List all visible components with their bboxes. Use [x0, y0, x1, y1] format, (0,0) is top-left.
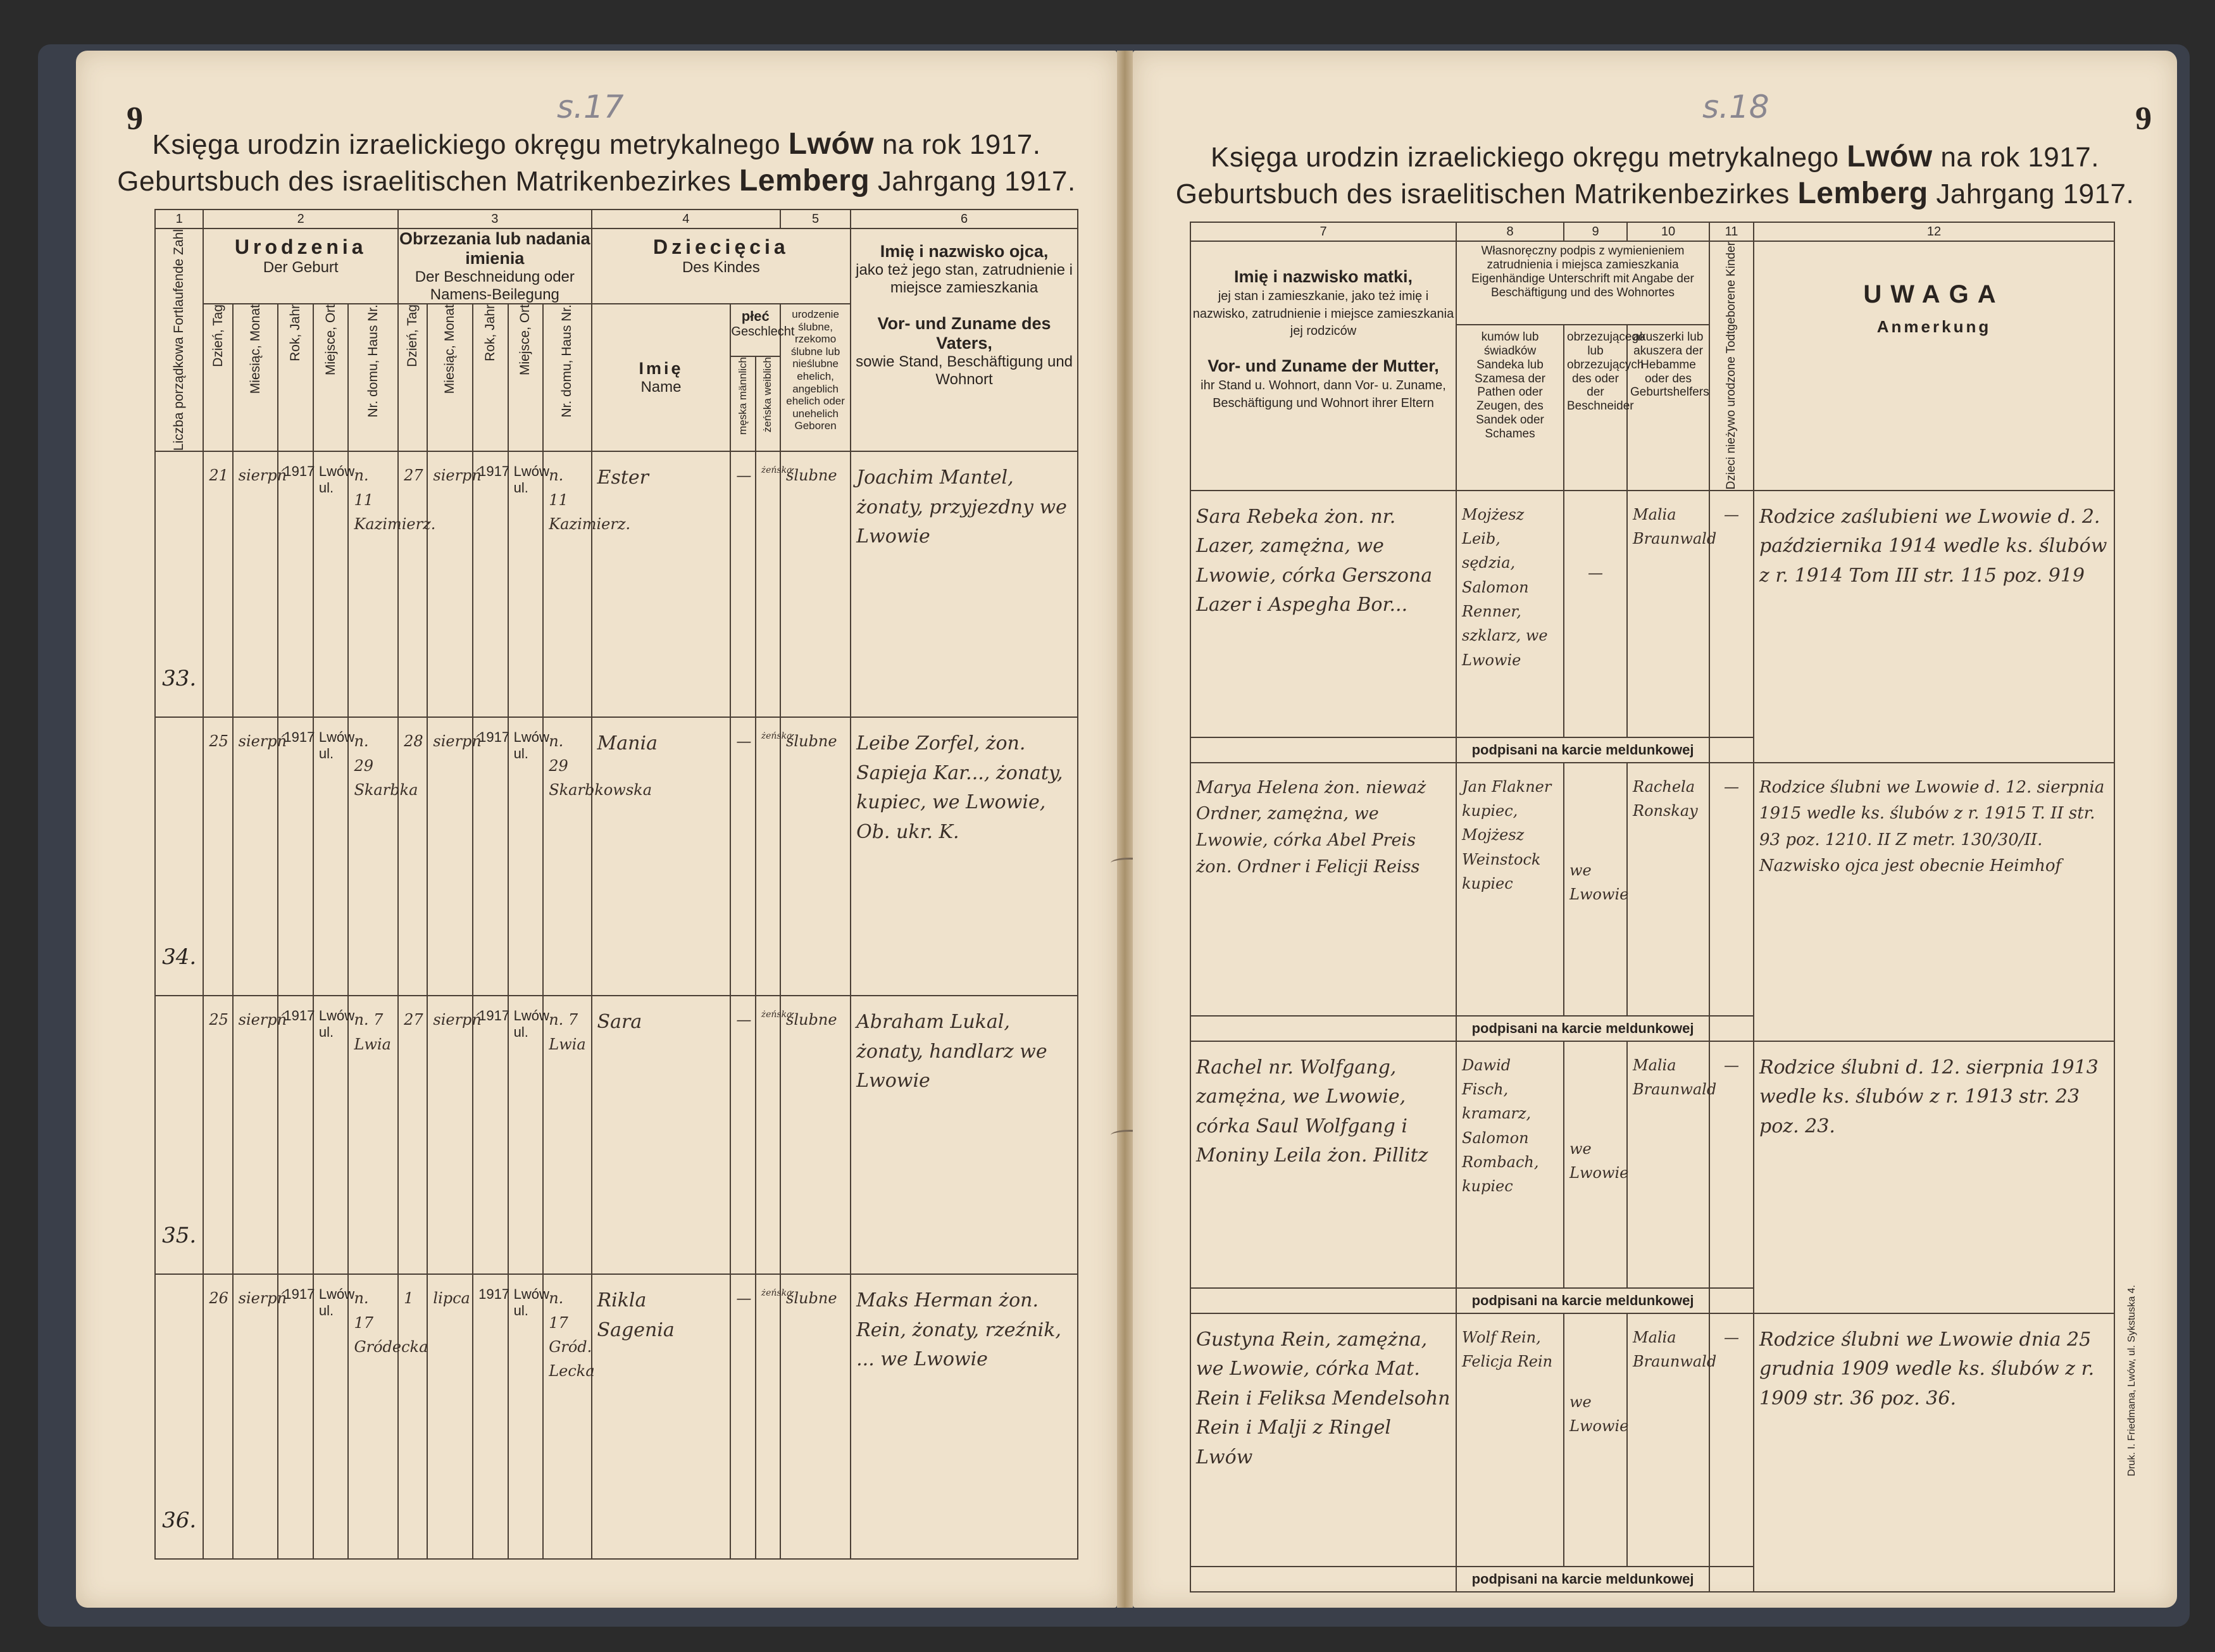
circ-month: lipca — [427, 1274, 473, 1559]
header-circumcision — [398, 228, 591, 304]
witness: Dawid Fisch, kramarz, Salomon Rombach, kupiec — [1456, 1041, 1564, 1288]
title-text: Jahrgang 1917. — [870, 166, 1076, 197]
h-day: Dzień, Tag — [210, 304, 225, 368]
header-child — [592, 228, 851, 304]
h-male — [730, 356, 755, 451]
left-pencil-note: s.17 — [557, 89, 624, 125]
table-row — [1190, 1041, 2114, 1288]
right-page-number: 9 — [2135, 101, 2152, 137]
right-pencil-note: s.18 — [1702, 89, 1769, 125]
left-page — [76, 51, 1117, 1608]
header-birth — [203, 228, 398, 304]
column-number-row — [155, 210, 1078, 228]
circ-day: 27 — [398, 996, 427, 1274]
h-bday — [203, 304, 232, 451]
col-num: 5 — [780, 210, 851, 228]
mohel: — — [1564, 491, 1627, 737]
circ-month: sierpń — [427, 717, 473, 996]
left-page-number: 9 — [127, 101, 143, 137]
title-city: Lwów — [1847, 140, 1933, 173]
child-name: Ester — [592, 451, 731, 717]
col-num: 7 — [1190, 222, 1456, 241]
h-month: Miesiąc, Monat — [247, 304, 263, 394]
title-city: Lemberg — [739, 164, 870, 197]
circ-month: sierpń — [427, 996, 473, 1274]
birth-house: n. 29 Skarbka — [348, 717, 398, 996]
circ-year: 1917 — [473, 717, 508, 996]
legitimacy: ślubne — [780, 717, 851, 996]
row-number: 35. — [155, 996, 203, 1274]
legitimacy: ślubne — [780, 996, 851, 1274]
title-city: Lemberg — [1797, 177, 1928, 210]
birth-house: n. 11 Kazimierz. — [348, 451, 398, 717]
table-row — [155, 451, 1078, 717]
mother: Marya Helena żon. nieważ Ordner, zamężna, we Lwowie, córka Abel Preis żon. Ordner i Felicji Reiss — [1190, 763, 1456, 1016]
stillborn: — — [1709, 1313, 1754, 1567]
birth-month: sierpń — [233, 1274, 278, 1559]
column-number-row — [1190, 222, 2114, 241]
sex-female: żeńska — [756, 717, 780, 996]
header-remarks — [1754, 241, 2114, 491]
father: Abraham Lukal, żonaty, handlarz we Lwowie — [851, 996, 1078, 1274]
circ-day: 27 — [398, 451, 427, 717]
mohel: we Lwowie — [1564, 763, 1627, 1016]
h-female-text: żeńska weiblich — [761, 357, 774, 433]
birth-day: 25 — [203, 717, 232, 996]
circ-day: 1 — [398, 1274, 427, 1559]
signed-on-card-label: podpisani na karcie meldunkowej — [1456, 1567, 1709, 1592]
header-father — [851, 228, 1078, 451]
left-title-de — [76, 163, 1117, 198]
birth-place: Lwów ul. — [313, 717, 349, 996]
left-register-table — [154, 209, 1078, 1560]
father: Maks Herman żon. Rein, żonaty, rzeźnik, ... we Lwowie — [851, 1274, 1078, 1559]
book-gutter — [1117, 51, 1133, 1608]
witness: Jan Flakner kupiec, Mojżesz Weinstock kupiec — [1456, 763, 1564, 1016]
header-ordinal — [155, 228, 203, 451]
blank-cell — [1190, 1016, 1456, 1041]
witness: Mojżesz Leib, sędzia, Salomon Renner, szklarz, we Lwowie — [1456, 491, 1564, 737]
midwife: Malia Braunwald — [1627, 491, 1709, 737]
h-house: Nr. domu, Haus Nr. — [559, 304, 575, 418]
stillborn: — — [1709, 1041, 1754, 1288]
child-name: Rikla Sagenia — [592, 1274, 731, 1559]
circ-place: Lwów ul. — [508, 717, 544, 996]
h-place: Miejsce, Ort — [518, 304, 533, 376]
witness: Wolf Rein, Felicja Rein — [1456, 1313, 1564, 1567]
header-midwife: akuszerki lub akuszera der Hebamme oder des Geburtshelfers — [1627, 325, 1709, 490]
blank-cell — [1709, 1288, 1754, 1313]
blank-cell — [1190, 1567, 1456, 1592]
header-stillborn — [1709, 241, 1754, 491]
sex-male: — — [730, 717, 755, 996]
midwife: Rachela Ronskay — [1627, 763, 1709, 1016]
table-row — [155, 1274, 1078, 1559]
blank-cell — [1709, 1567, 1754, 1592]
header-stillborn-text: Dzieci nieżywo urodzone Todtgeborene Kinder — [1725, 242, 1738, 490]
col-num: 8 — [1456, 222, 1564, 241]
header-mother-de2: ihr Stand u. Wohnort, dann Vor- u. Zuname, Beschäftigung und Wohnort ihrer Eltern — [1201, 379, 1446, 411]
header-mother-pl: Imię i nazwisko matki, — [1233, 267, 1413, 286]
header-father-de: Vor- und Zuname des Vaters, — [877, 313, 1051, 353]
birth-day: 26 — [203, 1274, 232, 1559]
h-name-de: Name — [640, 379, 682, 396]
printer-imprint: Druk. I. Friedmana, Lwów, ul. Sykstuska 4. — [2126, 1285, 2137, 1477]
col-num: 1 — [155, 210, 203, 228]
circ-month: sierpń — [427, 451, 473, 717]
birth-place: Lwów ul. — [313, 1274, 349, 1559]
circ-house: n. 11 Kazimierz. — [543, 451, 591, 717]
col-num: 12 — [1754, 222, 2114, 241]
signed-on-card-label: podpisani na karcie meldunkowej — [1456, 1288, 1709, 1313]
header-mohel: obrzezującego lub obrzezujących des oder der Beschneider — [1564, 325, 1627, 490]
father: Joachim Mantel, żonaty, przyjezdny we Lwowie — [851, 451, 1078, 717]
birth-month: sierpń — [233, 996, 278, 1274]
signed-on-card-label: podpisani na karcie meldunkowej — [1456, 1016, 1709, 1041]
sex-male: — — [730, 1274, 755, 1559]
blank-cell — [1709, 1016, 1754, 1041]
child-name: Mania — [592, 717, 731, 996]
h-name — [592, 304, 731, 451]
birth-house: n. 7 Lwia — [348, 996, 398, 1274]
birth-year: 1917 — [278, 996, 313, 1274]
row-number: 36. — [155, 1274, 203, 1559]
birth-house: n. 17 Gródecka — [348, 1274, 398, 1559]
blank-cell — [1709, 737, 1754, 763]
mother: Rachel nr. Wolfgang, zamężna, we Lwowie, córka Saul Wolfgang i Moniny Leila żon. Pillitz — [1190, 1041, 1456, 1288]
remark: Rodzice zaślubieni we Lwowie d. 2. października 1914 wedle ks. ślubów z r. 1914 Tom III str. 115 poz. 919 — [1754, 491, 2114, 763]
h-house: Nr. domu, Haus Nr. — [365, 304, 380, 418]
blank-cell — [1190, 737, 1456, 763]
col-num: 9 — [1564, 222, 1627, 241]
sex-female: żeńska — [756, 996, 780, 1274]
table-row — [155, 996, 1078, 1274]
right-register-table — [1190, 222, 2115, 1593]
circ-place: Lwów ul. — [508, 996, 544, 1274]
midwife: Malia Braunwald — [1627, 1041, 1709, 1288]
h-year: Rok, Jahr — [482, 304, 497, 362]
h-legit: urodzenie ślubne, rzekomo ślubne lub nieślubne ehelich, angeblich ehelich oder unehelich Geboren — [780, 304, 851, 451]
child-name: Sara — [592, 996, 731, 1274]
h-bhouse — [348, 304, 398, 451]
circ-place: Lwów ul. — [508, 1274, 544, 1559]
sex-male: — — [730, 996, 755, 1274]
h-day: Dzień, Tag — [405, 304, 420, 368]
header-mother-pl2: jej stan i zamieszkanie, jako też imię i nazwisko, zatrudnienie i miejsce zamieszkania jej rodziców — [1192, 289, 1454, 339]
birth-year: 1917 — [278, 451, 313, 717]
circ-house: n. 17 Gród. Lecka — [543, 1274, 591, 1559]
h-cplace — [508, 304, 544, 451]
table-row — [1190, 491, 2114, 737]
h-sex-pl: płeć — [741, 308, 770, 325]
title-city: Lwów — [788, 127, 875, 161]
birth-year: 1917 — [278, 717, 313, 996]
header-signatures: Własnoręczny podpis z wymienieniem zatrudnienia i miejsca zamieszkania Eigenhändige Unterschrift mit Angabe der Beschäftigung und des Wohnortes — [1456, 241, 1709, 325]
h-name-pl: Imię — [639, 359, 683, 379]
mohel: we Lwowie — [1564, 1041, 1627, 1288]
header-row-1 — [155, 228, 1078, 304]
header-remarks-de: Anmerkung — [1876, 317, 1992, 336]
signed-on-card-label: podpisani na karcie meldunkowej — [1456, 737, 1709, 763]
birth-day: 25 — [203, 996, 232, 1274]
circ-place: Lwów ul. — [508, 451, 544, 717]
remark: Rodzice ślubni we Lwowie d. 12. sierpnia 1915 wedle ks. ślubów z r. 1915 T. II str. 93 poz. 1210. II Z metr. 130/30/II. Nazwisko ojca jest obecnie Heimhof — [1754, 763, 2114, 1041]
midwife: Malia Braunwald — [1627, 1313, 1709, 1567]
h-female — [756, 356, 780, 451]
header-mother-de: Vor- und Zuname der Mutter, — [1207, 356, 1439, 376]
title-text: Geburtsbuch des israelitischen Matrikenbezirkes — [117, 166, 739, 197]
header-father-de2: sowie Stand, Beschäftigung und Wohnort — [856, 353, 1073, 388]
row-number: 33. — [155, 451, 203, 717]
remark: Rodzice ślubni d. 12. sierpnia 1913 wedle ks. ślubów z r. 1913 str. 23 poz. 23. — [1754, 1041, 2114, 1313]
sex-female: żeńska — [756, 1274, 780, 1559]
col-num: 6 — [851, 210, 1078, 228]
h-month: Miesiąc, Monat — [442, 304, 458, 394]
title-text: Księga urodzin izraelickiego okręgu metrykalnego — [152, 129, 789, 160]
h-byear — [278, 304, 313, 451]
sex-male: — — [730, 451, 755, 717]
col-num: 4 — [592, 210, 781, 228]
title-text: na rok 1917. — [874, 129, 1041, 160]
header-witness: kumów lub świadków Sandeka lub Szamesa der Pathen oder Zeugen, des Sandek oder Schames — [1456, 325, 1564, 490]
h-place: Miejsce, Ort — [323, 304, 338, 376]
header-child-de: Des Kindes — [682, 258, 760, 276]
title-text: Geburtsbuch des israelitischen Matrikenbezirkes — [1175, 178, 1798, 210]
right-title-de — [1133, 176, 2177, 211]
legitimacy: ślubne — [780, 451, 851, 717]
mother: Gustyna Rein, zamężna, we Lwowie, córka Mat. Rein i Feliksa Mendelsohn Rein i Malji z Ringel Lwów — [1190, 1313, 1456, 1567]
col-num: 10 — [1627, 222, 1709, 241]
header-father-pl2: jako też jego stan, zatrudnienie i miejsce zamieszkania — [856, 261, 1073, 296]
stillborn: — — [1709, 763, 1754, 1016]
h-sex — [730, 304, 795, 356]
birth-day: 21 — [203, 451, 232, 717]
circ-house: n. 29 Skarbkowska — [543, 717, 591, 996]
header-father-pl: Imię i nazwisko ojca, — [880, 242, 1049, 261]
h-bmonth — [233, 304, 278, 451]
title-text: na rok 1917. — [1932, 142, 2099, 173]
left-title-pl — [76, 127, 1117, 161]
header-mother — [1190, 241, 1456, 491]
birth-place: Lwów ul. — [313, 451, 349, 717]
header-circ-de: Der Beschneidung oder Namens-Beilegung — [415, 268, 575, 303]
table-row — [1190, 1313, 2114, 1567]
header-remarks-pl: UWAGA — [1863, 280, 2005, 308]
birth-month: sierpń — [233, 717, 278, 996]
h-year: Rok, Jahr — [288, 304, 303, 362]
h-cday — [398, 304, 427, 451]
blank-cell — [1190, 1288, 1456, 1313]
title-text: Księga urodzin izraelickiego okręgu metrykalnego — [1211, 142, 1847, 173]
circ-year: 1917 — [473, 1274, 508, 1559]
h-sex-de: Geschlecht — [731, 325, 795, 339]
birth-month: sierpń — [233, 451, 278, 717]
birth-year: 1917 — [278, 1274, 313, 1559]
circ-day: 28 — [398, 717, 427, 996]
h-male-text: męska männlich — [737, 357, 749, 435]
birth-place: Lwów ul. — [313, 996, 349, 1274]
row-number: 34. — [155, 717, 203, 996]
right-title-pl — [1133, 139, 2177, 174]
mother: Sara Rebeka żon. nr. Lazer, zamężna, we Lwowie, córka Gerszona Lazer i Aspegha Bor... — [1190, 491, 1456, 737]
table-row — [155, 717, 1078, 996]
col-num: 11 — [1709, 222, 1754, 241]
h-cmonth — [427, 304, 473, 451]
table-row — [1190, 763, 2114, 1016]
circ-year: 1917 — [473, 996, 508, 1274]
header-ordinal-text: Liczba porządkowa Fortlaufende Zahl — [172, 229, 187, 451]
sex-female: żeńska — [756, 451, 780, 717]
col-num: 2 — [203, 210, 398, 228]
header-birth-pl: Urodzenia — [234, 235, 367, 258]
right-page — [1133, 51, 2177, 1608]
col-num: 3 — [398, 210, 591, 228]
stillborn: — — [1709, 491, 1754, 737]
title-text: Jahrgang 1917. — [1928, 178, 2135, 210]
father: Leibe Zorfel, żon. Sapieja Kar..., żonaty, kupiec, we Lwowie, Ob. ukr. K. — [851, 717, 1078, 996]
legitimacy: ślubne — [780, 1274, 851, 1559]
remark: Rodzice ślubni we Lwowie dnia 25 grudnia 1909 wedle ks. ślubów z r. 1909 str. 36 poz. 36. — [1754, 1313, 2114, 1592]
h-chouse — [543, 304, 591, 451]
h-bplace — [313, 304, 349, 451]
circ-house: n. 7 Lwia — [543, 996, 591, 1274]
header-row-1 — [1190, 241, 2114, 325]
circ-year: 1917 — [473, 451, 508, 717]
header-birth-de: Der Geburt — [263, 258, 339, 276]
mohel: we Lwowie — [1564, 1313, 1627, 1567]
h-cyear — [473, 304, 508, 451]
header-child-pl: Dziecięcia — [652, 235, 789, 258]
header-circ-pl: Obrzezania lub nadania imienia — [399, 229, 590, 268]
